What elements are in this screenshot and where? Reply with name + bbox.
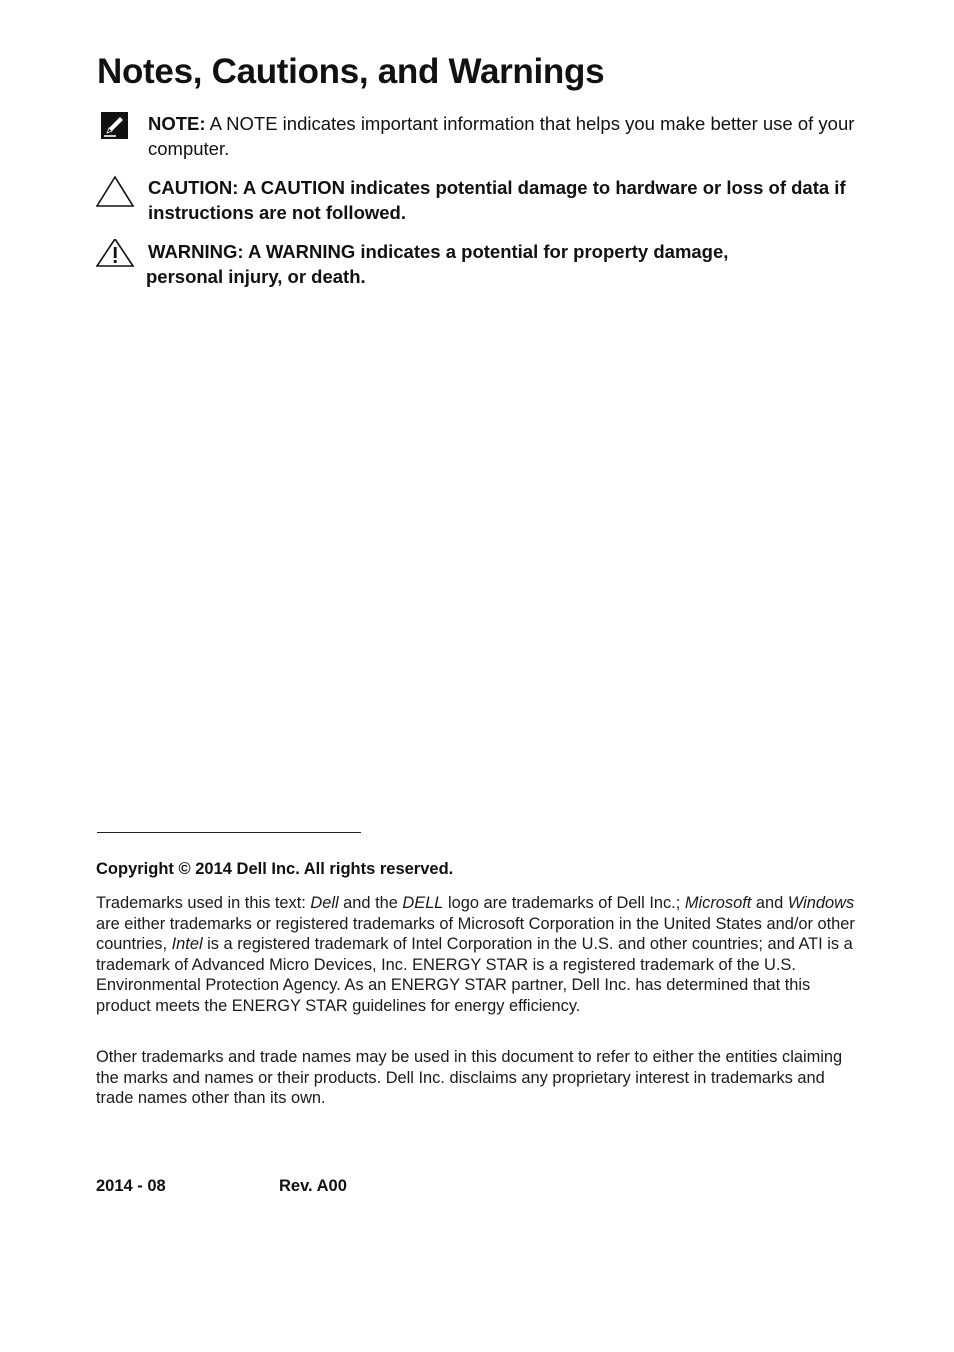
- page-title: Notes, Cautions, and Warnings: [97, 52, 605, 91]
- warning-text: [148, 239, 858, 289]
- other-trademarks-paragraph: Other trademarks and trade names may be used in this document to refer to either the entities claiming the marks and names or their products. Dell Inc. disclaims any proprietary interest in trademarks and trade names other than its own.: [96, 1048, 843, 1108]
- trademark-dell-logo: DELL: [402, 894, 444, 912]
- note-body: A NOTE indicates important information that helps you make better use of your computer.: [148, 113, 855, 159]
- trademark-intel: Intel: [171, 935, 203, 954]
- note-label: NOTE:: [148, 113, 206, 134]
- pencil-note-icon: [96, 111, 130, 146]
- trademarks-text: are either trademarks or registered trademarks of Microsoft Corporation in the United States and/or other countries,: [96, 914, 855, 954]
- caution-triangle-icon: [96, 175, 136, 214]
- publication-date: 2014 - 08: [96, 1177, 166, 1195]
- note-text: [148, 111, 858, 161]
- trademarks-text: and the: [338, 894, 403, 912]
- warning-line-1: WARNING: A WARNING indicates a potential for property damage,: [148, 241, 729, 262]
- revision-label: Rev. A00: [279, 1177, 347, 1195]
- trademarks-paragraph: [96, 893, 858, 1017]
- caution-text: CAUTION: A CAUTION indicates potential damage to hardware or loss of data if instructions are not followed.: [148, 177, 846, 223]
- warning-exclamation-triangle-icon: [96, 239, 136, 274]
- caution-notice: [96, 175, 856, 227]
- trademark-microsoft: Microsoft: [684, 894, 752, 912]
- trademarks-text: logo are trademarks of Dell Inc.;: [443, 894, 685, 912]
- footnote-separator: [97, 832, 361, 833]
- warning-line-2: personal injury, or death.: [146, 266, 366, 287]
- note-notice: [96, 111, 856, 163]
- trademark-dell: Dell: [310, 894, 339, 912]
- copyright-line: Copyright © 2014 Dell Inc. All rights reserved.: [96, 860, 454, 878]
- warning-notice: [96, 239, 856, 291]
- trademark-windows: Windows: [787, 894, 855, 912]
- trademarks-text: is a registered trademark of Intel Corporation in the U.S. and other countries; and ATI is a trademark of Advanced Micro Devices, Inc. ENERGY STAR is a registered trademark of the U.S. Environmental Protection Agency. As an ENERGY STAR partner, Dell Inc. has determined that this product meets the ENERGY STAR guidelines for energy efficiency.: [96, 935, 853, 1015]
- trademarks-text: and: [751, 894, 788, 912]
- trademarks-text: Trademarks used in this text:: [96, 894, 311, 912]
